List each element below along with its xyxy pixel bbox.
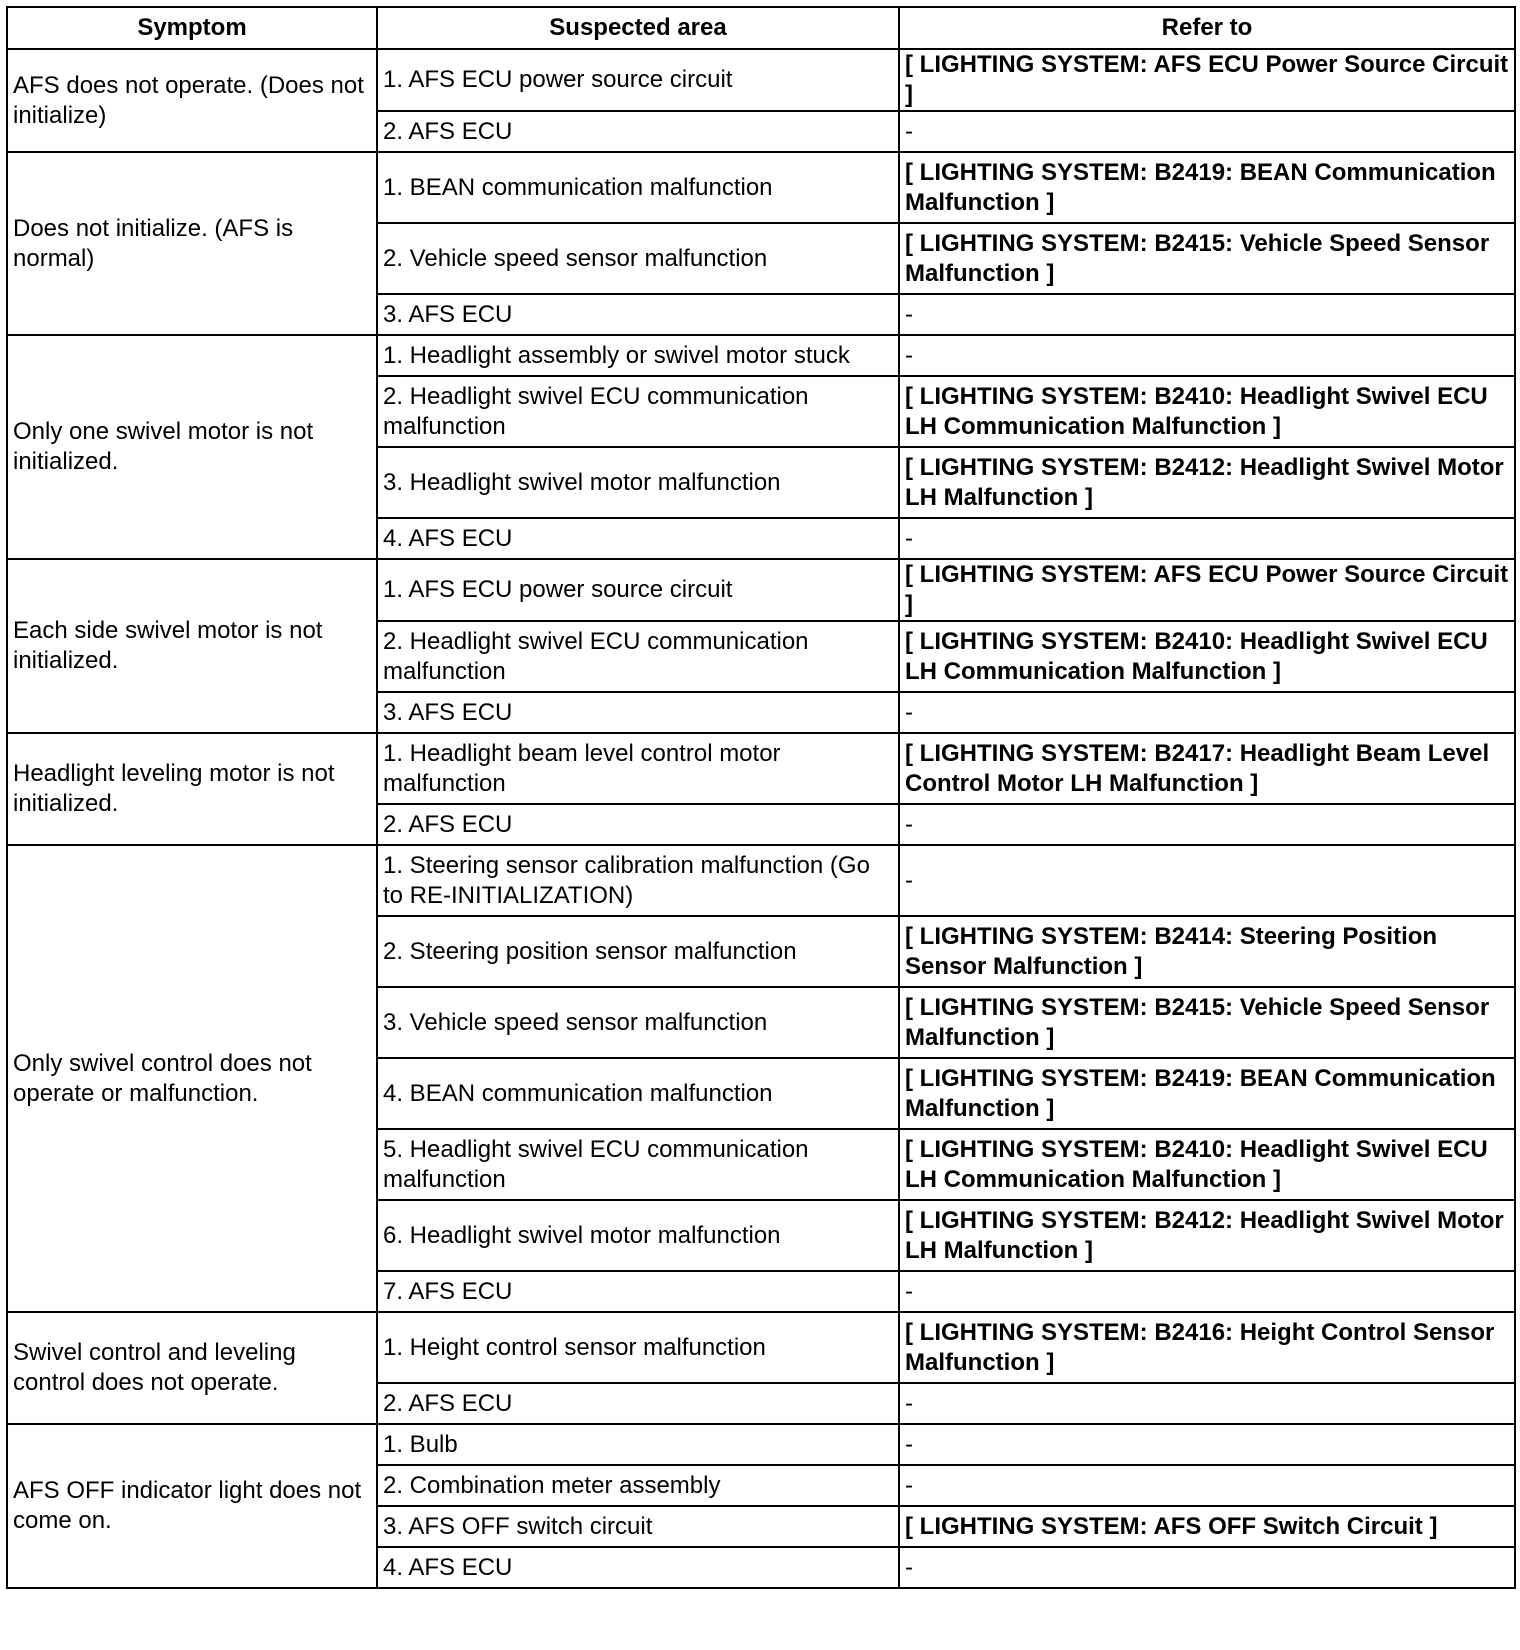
suspected-area-cell: 2. Headlight swivel ECU communication malfunction — [377, 621, 899, 692]
suspected-area-cell: 1. AFS ECU power source circuit — [377, 49, 899, 111]
refer-to-cell: - — [899, 335, 1515, 376]
refer-to-link[interactable]: [ LIGHTING SYSTEM: B2415: Vehicle Speed Sensor Malfunction ] — [899, 223, 1515, 294]
symptom-cell: Swivel control and leveling control does not operate. — [7, 1312, 377, 1424]
suspected-area-cell: 1. Height control sensor malfunction — [377, 1312, 899, 1383]
refer-to-link[interactable]: [ LIGHTING SYSTEM: B2415: Vehicle Speed Sensor Malfunction ] — [899, 987, 1515, 1058]
refer-to-cell: - — [899, 1465, 1515, 1506]
refer-to-link[interactable]: [ LIGHTING SYSTEM: B2412: Headlight Swivel Motor LH Malfunction ] — [899, 447, 1515, 518]
refer-to-link[interactable]: [ LIGHTING SYSTEM: AFS ECU Power Source Circuit ] — [899, 49, 1515, 111]
suspected-area-cell: 1. BEAN communication malfunction — [377, 152, 899, 223]
header-refer-to: Refer to — [899, 7, 1515, 49]
refer-to-link[interactable]: [ LIGHTING SYSTEM: AFS ECU Power Source Circuit ] — [899, 559, 1515, 621]
suspected-area-cell: 3. AFS OFF switch circuit — [377, 1506, 899, 1547]
refer-to-link[interactable]: [ LIGHTING SYSTEM: B2414: Steering Position Sensor Malfunction ] — [899, 916, 1515, 987]
suspected-area-cell: 2. AFS ECU — [377, 804, 899, 845]
problem-symptoms-table — [6, 6, 1516, 1589]
refer-to-link[interactable]: [ LIGHTING SYSTEM: B2419: BEAN Communication Malfunction ] — [899, 1058, 1515, 1129]
refer-to-link[interactable]: [ LIGHTING SYSTEM: B2419: BEAN Communication Malfunction ] — [899, 152, 1515, 223]
table-row — [7, 1312, 1515, 1383]
symptom-cell: Each side swivel motor is not initialized. — [7, 559, 377, 733]
suspected-area-cell: 3. AFS ECU — [377, 692, 899, 733]
table-row — [7, 49, 1515, 111]
suspected-area-cell: 4. BEAN communication malfunction — [377, 1058, 899, 1129]
refer-to-cell: - — [899, 1547, 1515, 1588]
refer-to-link[interactable]: [ LIGHTING SYSTEM: B2416: Height Control Sensor Malfunction ] — [899, 1312, 1515, 1383]
symptom-cell: Does not initialize. (AFS is normal) — [7, 152, 377, 335]
header-suspected-area: Suspected area — [377, 7, 899, 49]
table-row — [7, 1424, 1515, 1465]
refer-to-link[interactable]: [ LIGHTING SYSTEM: B2410: Headlight Swivel ECU LH Communication Malfunction ] — [899, 621, 1515, 692]
header-row — [7, 7, 1515, 49]
refer-to-link[interactable]: [ LIGHTING SYSTEM: AFS OFF Switch Circuit ] — [899, 1506, 1515, 1547]
suspected-area-cell: 6. Headlight swivel motor malfunction — [377, 1200, 899, 1271]
refer-to-cell: - — [899, 1271, 1515, 1312]
table-row — [7, 845, 1515, 916]
refer-to-cell: - — [899, 111, 1515, 152]
suspected-area-cell: 2. Combination meter assembly — [377, 1465, 899, 1506]
refer-to-cell: - — [899, 1424, 1515, 1465]
suspected-area-cell: 1. AFS ECU power source circuit — [377, 559, 899, 621]
suspected-area-cell: 3. AFS ECU — [377, 294, 899, 335]
suspected-area-cell: 1. Bulb — [377, 1424, 899, 1465]
refer-to-cell: - — [899, 692, 1515, 733]
suspected-area-cell: 2. Vehicle speed sensor malfunction — [377, 223, 899, 294]
table-row — [7, 733, 1515, 804]
refer-to-link[interactable]: [ LIGHTING SYSTEM: B2412: Headlight Swivel Motor LH Malfunction ] — [899, 1200, 1515, 1271]
suspected-area-cell: 3. Headlight swivel motor malfunction — [377, 447, 899, 518]
refer-to-link[interactable]: [ LIGHTING SYSTEM: B2417: Headlight Beam Level Control Motor LH Malfunction ] — [899, 733, 1515, 804]
suspected-area-cell: 2. Headlight swivel ECU communication malfunction — [377, 376, 899, 447]
suspected-area-cell: 2. AFS ECU — [377, 1383, 899, 1424]
symptom-cell: Headlight leveling motor is not initialized. — [7, 733, 377, 845]
symptom-cell: AFS does not operate. (Does not initialize) — [7, 49, 377, 152]
symptom-cell: Only swivel control does not operate or malfunction. — [7, 845, 377, 1312]
refer-to-link[interactable]: [ LIGHTING SYSTEM: B2410: Headlight Swivel ECU LH Communication Malfunction ] — [899, 1129, 1515, 1200]
table-body — [7, 49, 1515, 1588]
table-row — [7, 335, 1515, 376]
refer-to-cell: - — [899, 804, 1515, 845]
suspected-area-cell: 2. AFS ECU — [377, 111, 899, 152]
suspected-area-cell: 2. Steering position sensor malfunction — [377, 916, 899, 987]
suspected-area-cell: 1. Steering sensor calibration malfunction (Go to RE-INITIALIZATION) — [377, 845, 899, 916]
refer-to-link[interactable]: [ LIGHTING SYSTEM: B2410: Headlight Swivel ECU LH Communication Malfunction ] — [899, 376, 1515, 447]
suspected-area-cell: 1. Headlight assembly or swivel motor stuck — [377, 335, 899, 376]
suspected-area-cell: 7. AFS ECU — [377, 1271, 899, 1312]
refer-to-cell: - — [899, 845, 1515, 916]
suspected-area-cell: 1. Headlight beam level control motor malfunction — [377, 733, 899, 804]
suspected-area-cell: 4. AFS ECU — [377, 1547, 899, 1588]
suspected-area-cell: 3. Vehicle speed sensor malfunction — [377, 987, 899, 1058]
refer-to-cell: - — [899, 294, 1515, 335]
refer-to-cell: - — [899, 1383, 1515, 1424]
symptom-cell: Only one swivel motor is not initialized. — [7, 335, 377, 559]
suspected-area-cell: 4. AFS ECU — [377, 518, 899, 559]
suspected-area-cell: 5. Headlight swivel ECU communication malfunction — [377, 1129, 899, 1200]
table-row — [7, 559, 1515, 621]
refer-to-cell: - — [899, 518, 1515, 559]
table-row — [7, 152, 1515, 223]
header-symptom: Symptom — [7, 7, 377, 49]
symptom-cell: AFS OFF indicator light does not come on. — [7, 1424, 377, 1588]
